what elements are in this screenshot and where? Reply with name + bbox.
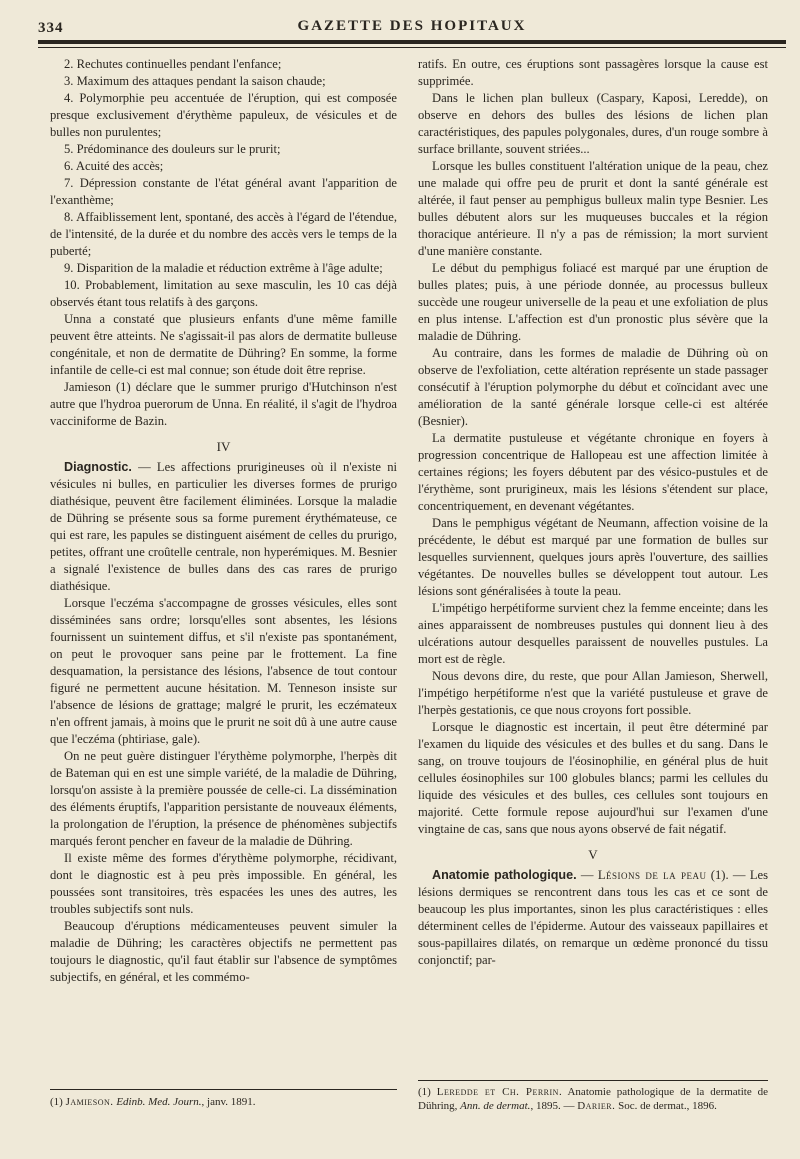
paragraph: Unna a constaté que plusieurs enfants d'une même famille peuvent être atteints. Ne s'agissait-il pas alors de dermatite bulleuse congénitale, et non de dermatite de Dühring? En somme, la forme infantile de celle-ci est mal connue; son étude doit être reprise. <box>50 312 397 377</box>
footnote-text: , 1895. — <box>530 1100 578 1112</box>
paragraph: 7. Dépression constante de l'état général avant l'apparition de l'exanthème; <box>50 176 397 207</box>
paragraph: 9. Disparition de la maladie et réduction extrême à l'âge adulte; <box>64 261 383 275</box>
section-title: Anatomie pathologique. <box>432 868 577 882</box>
paragraph: L'impétigo herpétiforme survient chez la femme enceinte; dans les aines apparaissent de nombreuses pustules qui donnent lieu à des ulcérations autour desquelles paraissent de nouvelles pustules. La mort est de règle. <box>418 601 768 666</box>
paragraph: 5. Prédominance des douleurs sur le prurit; <box>64 142 281 156</box>
paragraph: Dans le pemphigus végétant de Neumann, affection voisine de la précédente, le début est marqué par une formation de bulles sur lesquelles surviennent, quelques jours après l'ouverture, des saillies végétantes. De nouvelles bulles se développent tout autour. Les lésions sont généralisées à toute la peau. <box>418 516 768 598</box>
paragraph: 8. Affaiblissement lent, spontané, des accès à l'égard de l'étendue, de l'intensité, de la durée et du nombre des accès vers le temps de la puberté; <box>50 210 397 258</box>
page-number: 334 <box>38 20 64 36</box>
section-number: IV <box>216 439 231 454</box>
paragraph: 4. Polymorphie peu accentuée de l'éruption, qui est composée presque exclusivement d'érythème papuleux, de vésicules et de bulles non purulentes; <box>50 91 397 139</box>
header-rule-thick <box>38 40 786 44</box>
paragraph: ratifs. En outre, ces éruptions sont passagères lorsque la cause est supprimée. <box>418 57 768 88</box>
footnote-text: Soc. de dermat., 1896. <box>615 1100 717 1112</box>
section-title: Diagnostic. <box>64 460 132 474</box>
footnote-author: Jamieson. <box>65 1096 114 1108</box>
paragraph: Lorsque les bulles constituent l'altération unique de la peau, chez une malade qui offre peu de prurit et dont la santé générale est altérée, il faut penser au pemphigus bulleux malin type Besnier. Les bulles débutent alors sur les muqueuses buccales et la région thoracique antérieure. Il n'y a pas de rémission; la mort survient d'une manière constante. <box>418 159 768 258</box>
page-header <box>38 14 786 38</box>
footnote-right <box>418 1085 768 1113</box>
paragraph: 3. Maximum des attaques pendant la saison chaude; <box>64 74 326 88</box>
running-title: GAZETTE DES HOPITAUX <box>297 18 527 34</box>
paragraph: Il existe même des formes d'érythème polymorphe, récidivant, dont le diagnostic est à peu près impossible. En général, les poussées sont transitoires, très espacées les unes des autres, les troubles subjectifs sont nuls. <box>50 851 397 916</box>
header-rule-thin <box>38 47 786 48</box>
left-column <box>50 56 397 986</box>
paragraph: Au contraire, dans les formes de maladie de Dühring où on observe de l'exfoliation, cette altération représente un stade passager consécutif à l'éruption polymorphe du début et coïncidant avec une amélioration de la santé générale lorsque celle-ci est altérée (Besnier). <box>418 346 768 428</box>
paragraph: Nous devons dire, du reste, que pour Allan Jamieson, Sherwell, l'impétigo herpétiforme n'est que la variété pustuleuse et grave de l'herpès gestationis, ce que nous croyons fort possible. <box>418 669 768 717</box>
paragraph-anatomie <box>418 867 768 969</box>
paragraph: 10. Probablement, limitation au sexe masculin, les 10 cas déjà observés étant tous relatifs à des garçons. <box>50 278 397 309</box>
paragraph: Lorsque l'eczéma s'accompagne de grosses vésicules, elles sont disséminées sans ordre; lorsqu'elles sont absentes, les lésions fournissent un suintement diffus, et s'il n'existe pas spontanément, on peut le provoquer sans peine par le frottement. La fine desquamation, la persistance des lésions, l'absence de tout contour figuré ne permettent aucune hésitation. M. Tenneson insiste sur l'absence de lésions de grattage; malgré le prurit, les eczémateux n'en offrent jamais, à moins que le prurit ne soit dû à une autre cause que l'eczéma (phtiriase, gale). <box>50 596 397 746</box>
paragraph: Jamieson (1) déclare que le summer prurigo d'Hutchinson n'est autre que l'hydroa puerorum de Unna. En réalité, il s'agit de l'hydroa vacciniforme de Bazin. <box>50 380 397 428</box>
footnote-rule <box>418 1080 768 1081</box>
subsection-title: Lésions de la peau <box>597 868 707 882</box>
paragraph: Dans le lichen plan bulleux (Caspary, Kaposi, Leredde), on observe en dehors des bulles des lésions de lichen plan caractéristiques, des papules polygonales, dures, d'un rouge sombre à surface brillante, souvent striées... <box>418 91 768 156</box>
footnote-journal: Edinb. Med. Journ. <box>113 1096 202 1108</box>
footnote-number: (1) <box>418 1086 437 1098</box>
paragraph: 2. Rechutes continuelles pendant l'enfance; <box>64 57 282 71</box>
section-number: V <box>588 847 598 862</box>
footnote-author: Darier. <box>577 1100 616 1112</box>
paragraph: Lorsque le diagnostic est incertain, il peut être déterminé par l'examen du liquide des vésicules et des bulles et du sang. Dans le sang, on trouve toujours de l'éosinophilie, en général plus de huit cellules éosinophiles sur 100 globules blancs; parmi les cellules du liquide des vésicules et des bulles, ces cellules sont toujours en majorité. Cette formule repose aujourd'hui sur l'examen d'une vingtaine de cas, sans que nous ayons observé de fait négatif. <box>418 720 768 836</box>
footnote-journal: Ann. de dermat. <box>460 1100 531 1112</box>
paragraph-text: (1). — Les lésions dermiques se rencontrent dans tous les cas et ce sont de beaucoup les plus importantes, sinon les plus caractéristiques : elles déterminent celles de l'épiderme. Autour des vaisseaux papillaires et sous-papillaires dilatés, on remarque un œdème prononcé du tissu conjonctif; par- <box>418 868 768 967</box>
paragraph: La dermatite pustuleuse et végétante chronique en foyers à progression concentrique de Hallopeau est une affection limitée à certaines régions; les foyers débutent par des vésico-pustules et de l'érythème, sont prurigineux, mais les lésions s'étendent sur place, concentriquement, en devenant végétantes. <box>418 431 768 513</box>
footnote-text: Anatomie pathologique de la dermatite de Dühring, <box>418 1086 769 1112</box>
footnote-number: (1) <box>50 1096 66 1108</box>
right-column <box>418 56 768 969</box>
paragraph-text: — Les affections prurigineuses où il n'existe ni vésicules ni bulles, en particulier les diverses formes de prurigo diathésique, peuvent être facilement éliminées. Lorsque la maladie de Dühring se présente sous sa forme purement érythémateuse, ce qui est rare, les papules se distinguent aisément de celles du prurigo, petites, offrant une croûtelle centrale, non hyperémiques. M. Besnier a signalé l'existence de bulles dans des cas rares de prurigo diathésique. <box>50 460 397 593</box>
footnote-rule <box>50 1089 397 1090</box>
paragraph-diagnostic <box>50 459 397 595</box>
paragraph: On ne peut guère distinguer l'érythème polymorphe, l'herpès dit de Bateman qui en est une simple variété, de la maladie de Dühring, lorsqu'on assiste à la première poussée de celle-ci. La dissémination des éléments éruptifs, l'apparition persistante de nouveaux éléments, la prolongation de l'éruption, la présence de phénomènes subjectifs marqués feront pencher en faveur de la maladie de Dühring. <box>50 749 397 848</box>
footnote-date: , janv. 1891. <box>201 1096 256 1108</box>
footnote-authors: Leredde et Ch. Perrin. <box>436 1086 563 1098</box>
paragraph: Le début du pemphigus foliacé est marqué par une éruption de bulles plates; puis, à une période donnée, au processus bulleux succède une rougeur universelle de la peau et une exfoliation de plus en plus intense. L'affection est d'un pronostic plus sévère que la maladie de Dühring. <box>418 261 768 343</box>
dash: — <box>576 868 598 882</box>
paragraph: 6. Acuité des accès; <box>64 159 164 173</box>
footnote-left <box>50 1095 397 1109</box>
paragraph: Beaucoup d'éruptions médicamenteuses peuvent simuler la maladie de Dühring; les caractères objectifs ne permettent pas toujours le diagnostic, qu'il faut établir sur l'absence de symptômes subjectifs, en général, et les commémo- <box>50 919 397 984</box>
